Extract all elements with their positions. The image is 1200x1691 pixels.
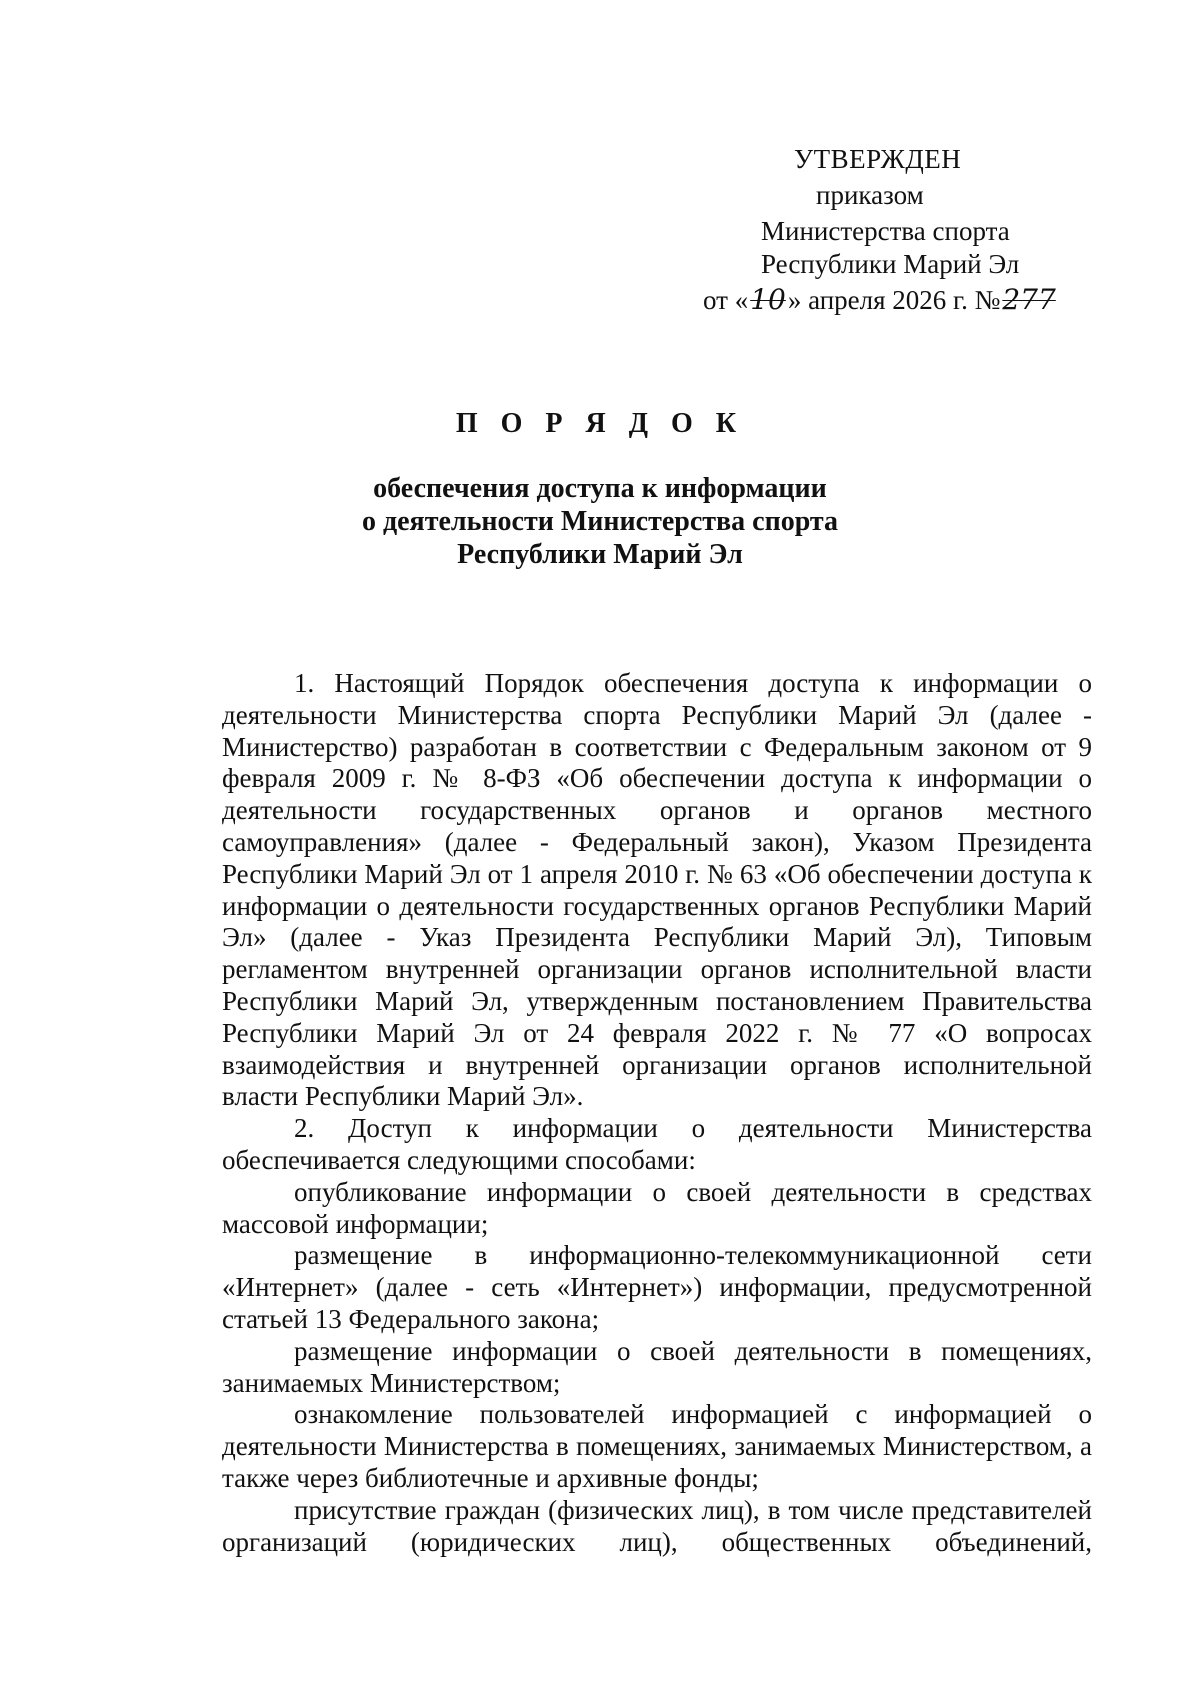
paragraph-2: 2. Доступ к информации о деятельности Министерства обеспечивается следующими способами:: [222, 1113, 1092, 1175]
document-title: П О Р Я Д О К: [455, 408, 745, 439]
approval-date-line: [703, 283, 1058, 317]
document-body: [222, 668, 1092, 1558]
approval-line-republic: Республики Марий Эл: [761, 249, 1020, 279]
list-item-mass-media: опубликование информации о своей деятельности в средствах массовой информации;: [222, 1176, 1092, 1239]
document-subtitle: [0, 472, 1200, 571]
approval-line-ministry: Министерства спорта: [761, 216, 1010, 246]
approval-line-order: приказом: [816, 180, 924, 210]
list-item-presence: присутствие граждан (физических лиц), в том числе представителей организаций (юридических лиц), общественных объединений,: [222, 1494, 1092, 1557]
subtitle-line: обеспечения доступа к информации: [373, 473, 827, 504]
subtitle-line: Республики Марий Эл: [457, 539, 743, 570]
list-item-internet: размещение в информационно-телекоммуникационной сети «Интернет» (далее - сеть «Интернет») информации, предусмотренной статьей 13 Федерального закона;: [222, 1240, 1092, 1334]
approval-title: УТВЕРЖДЕН: [794, 144, 962, 174]
handwritten-day: 10: [750, 283, 786, 316]
list-item-premises: размещение информации о своей деятельности в помещениях, занимаемых Министерством;: [222, 1335, 1092, 1398]
date-middle: » апреля 2026 г. №: [787, 285, 1001, 315]
handwritten-order-number: 277: [1002, 283, 1056, 316]
date-prefix: от «: [703, 285, 749, 315]
paragraph-1: 1. Настоящий Порядок обеспечения доступа к информации о деятельности Министерства спорта Республики Марий Эл (далее - Министерство) разработан в соответствии с Федеральным законом от 9 февраля 2009 г. № 8-ФЗ «Об обеспечении доступа к информации о деятельности государственных органов и органов местного самоуправления» (далее - Федеральный закон), Указом Президента Республики Марий Эл от 1 апреля 2010 г. № 63 «Об обеспечении доступа к информации о деятельности государственных органов Республики Марий Эл» (далее - Указ Президента Республики Марий Эл), Типовым регламентом внутренней организации органов исполнительной власти Республики Марий Эл, утвержденным постановлением Правительства Республики Марий Эл от 24 февраля 2022 г. № 77 «О вопросах взаимодействия и внутренней организации органов исполнительной власти Республики Марий Эл».: [222, 668, 1092, 1112]
list-item-familiarization: ознакомление пользователей информацией с информацией о деятельности Министерства в помещениях, занимаемых Министерством, а также через библиотечные и архивные фонды;: [222, 1399, 1092, 1493]
subtitle-line: о деятельности Министерства спорта: [361, 506, 839, 537]
